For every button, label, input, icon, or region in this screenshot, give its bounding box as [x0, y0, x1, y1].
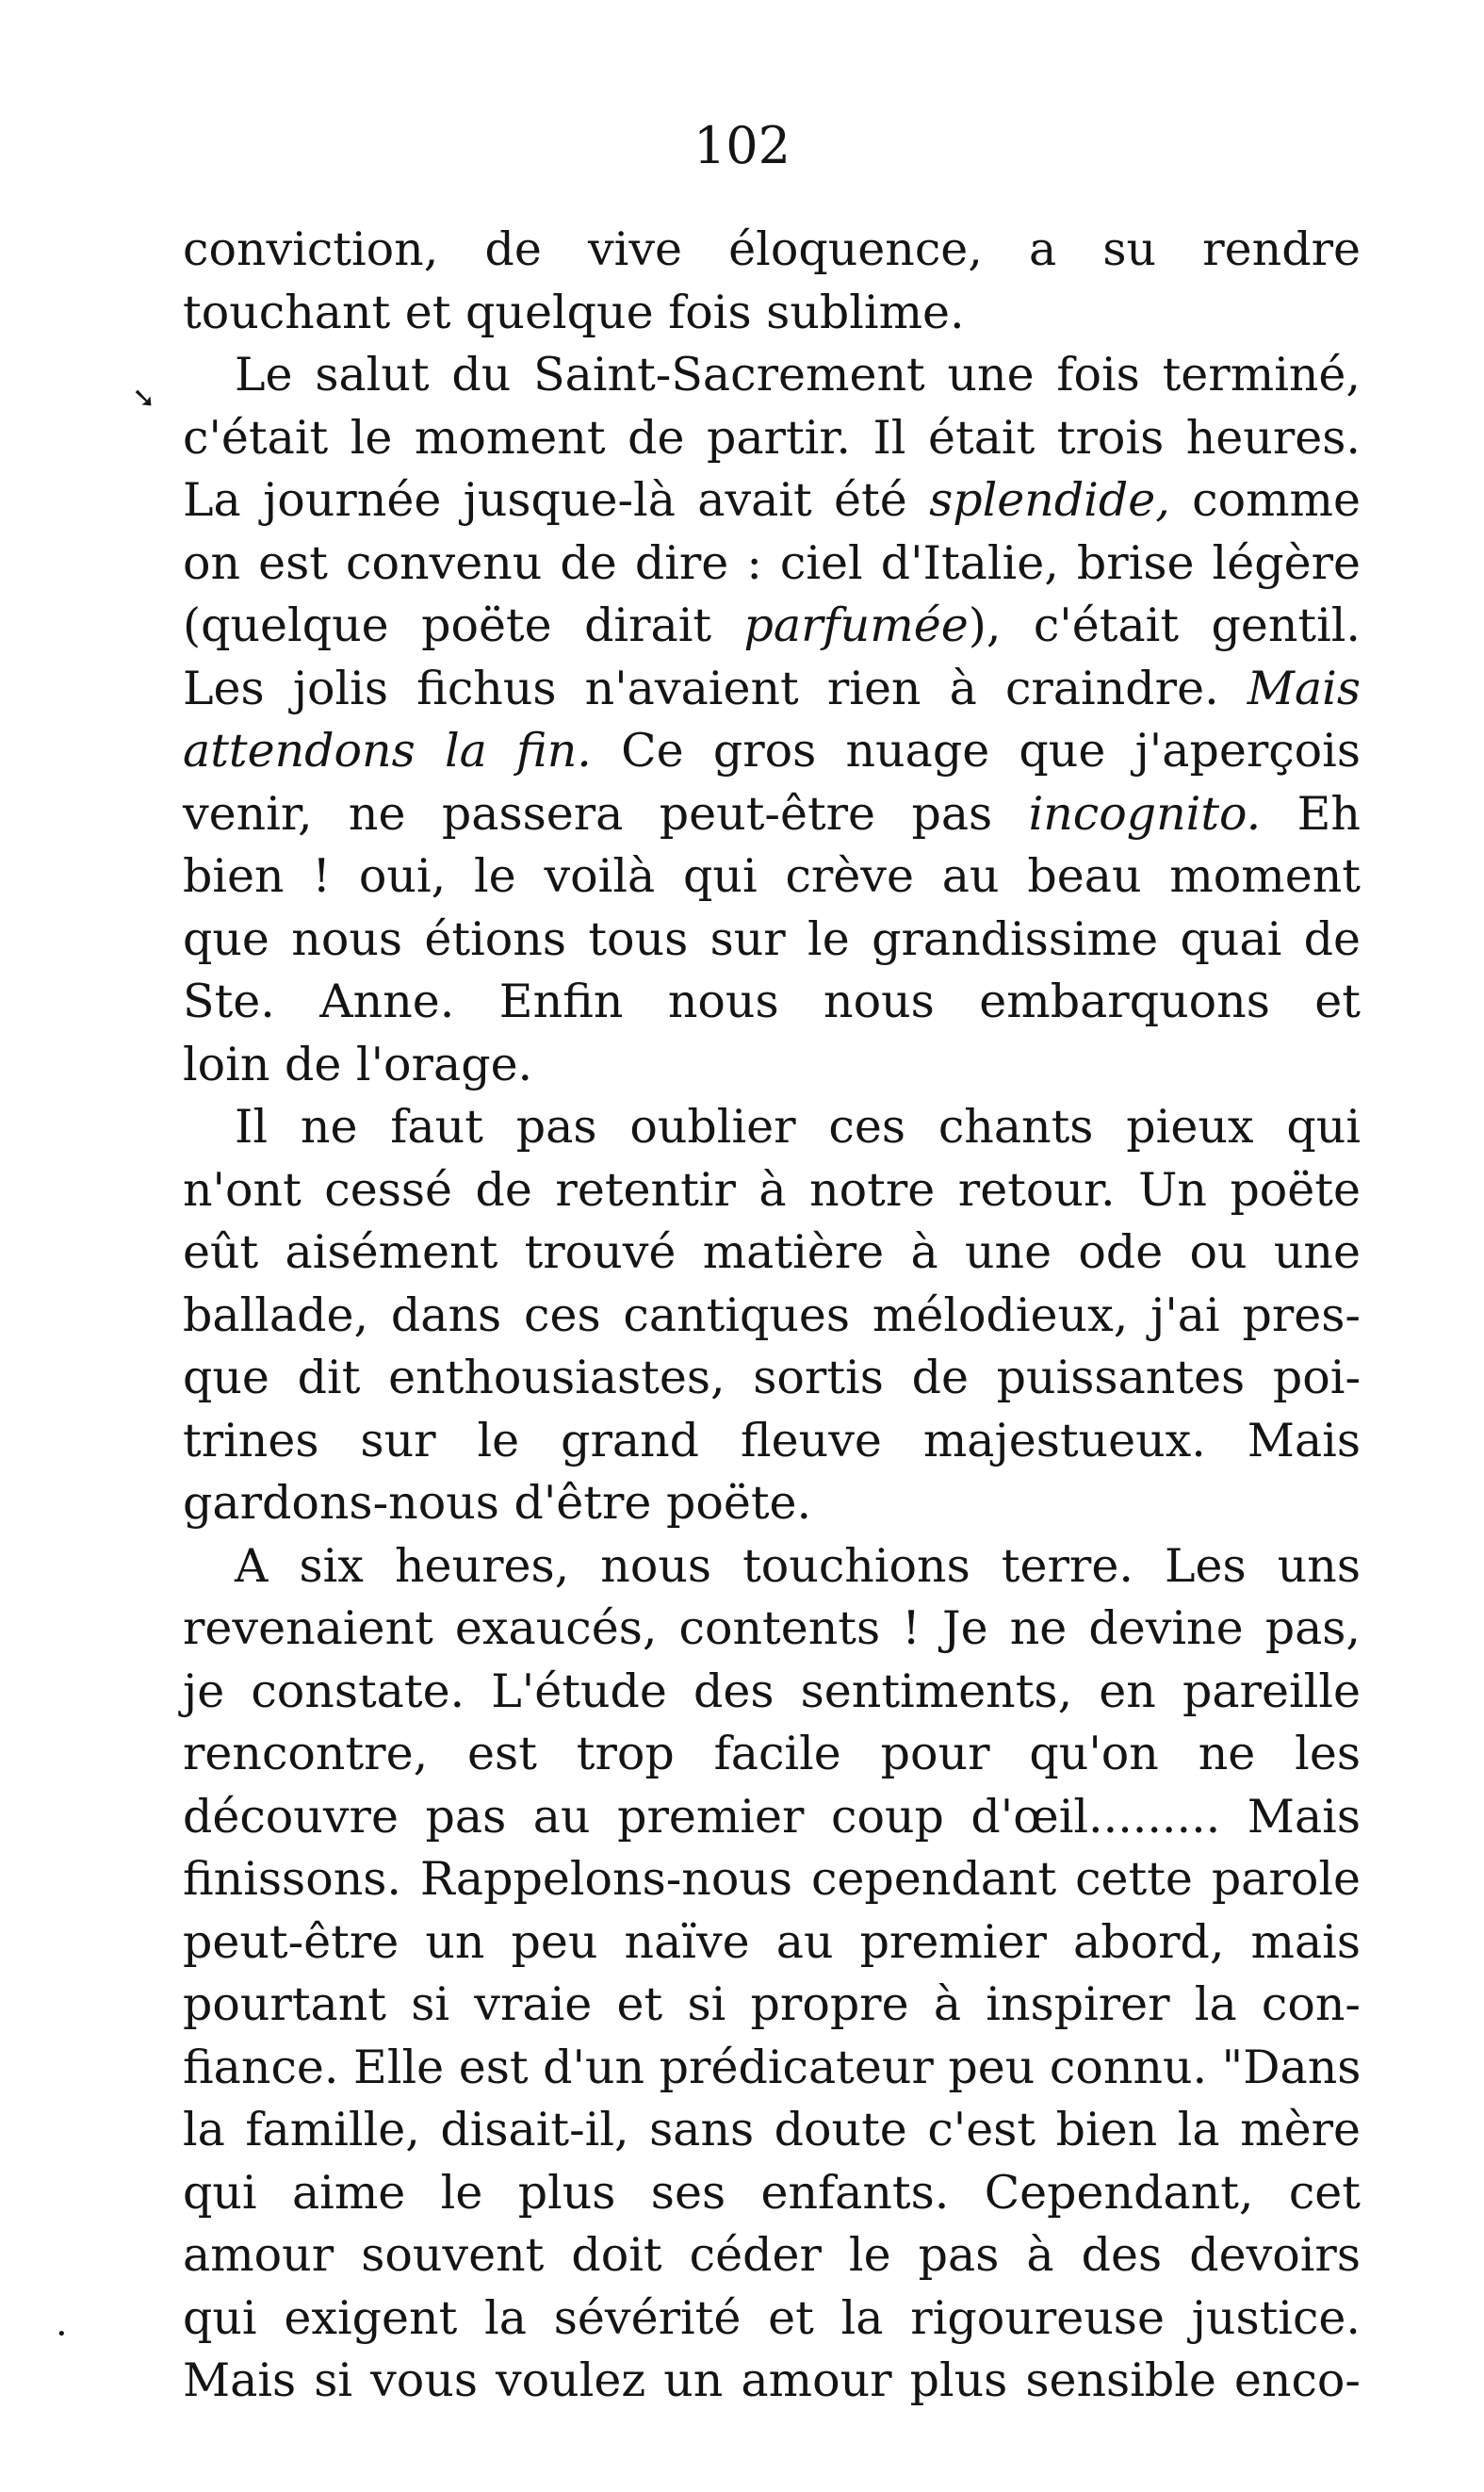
text-line: c'était le moment de partir. Il était trois heures.	[183, 410, 1361, 465]
text-line: pourtant si vraie et si propre à inspirer la con-	[183, 1977, 1361, 2031]
text-line: fiance. Elle est d'un prédicateur peu connu. "Dans	[183, 2040, 1362, 2094]
text-line: qui aime le plus ses enfants. Cependant, cet	[183, 2165, 1361, 2220]
text-line: qui exigent la sévérité et la rigoureuse justice.	[183, 2290, 1361, 2345]
text-line: peut-être un peu naïve au premier abord, mais	[183, 1914, 1361, 1969]
text-line: la famille, disait-il, sans doute c'est bien la mère	[183, 2103, 1361, 2156]
text-line: eût aisément trouvé matière à une ode ou une	[183, 1225, 1361, 1279]
text-line: Ste. Anne. Enfin nous nous embarquons et	[183, 975, 1361, 1028]
italic-phrase: incognito.	[1028, 786, 1262, 841]
text-line: Les jolis fichus n'avaient rien à craindre. Mais	[183, 661, 1361, 715]
text-line: amour souvent doit céder le pas à des devoirs	[183, 2228, 1361, 2282]
text-line: La journée jusque-là avait été splendide, comme	[183, 473, 1361, 527]
text-line: que dit enthousiastes, sortis de puissantes poi-	[183, 1351, 1361, 1404]
text-line: venir, ne passera peut-être pas incognito. Eh	[183, 786, 1361, 841]
text-line: bien ! oui, le voilà qui crève au beau moment	[183, 849, 1361, 903]
text-line: rencontre, est trop facile pour qu'on ne les	[183, 1727, 1361, 1780]
text-line: n'ont cessé de retentir à notre retour. Un poëte	[183, 1162, 1361, 1217]
text-line: Le salut du Saint-Sacrement une fois terminé,	[235, 348, 1361, 402]
text-line: touchant et quelque fois sublime.	[183, 285, 965, 339]
text-line: conviction, de vive éloquence, a su rendre	[183, 222, 1361, 276]
text-line: je constate. L'étude des sentiments, en pareille	[183, 1664, 1361, 1718]
text-line: A six heures, nous touchions terre. Les uns	[235, 1538, 1361, 1593]
italic-phrase: parfumée	[743, 598, 969, 652]
text-line: trines sur le grand fleuve majestueux. Mais	[183, 1413, 1361, 1467]
italic-phrase: Mais	[1247, 661, 1361, 715]
text-line: Mais si vous voulez un amour plus sensible enco-	[183, 2353, 1361, 2407]
text-line: que nous étions tous sur le grandissime quai de	[183, 911, 1361, 966]
text-line: (quelque poëte dirait parfumée), c'était gentil.	[183, 598, 1361, 652]
text-line: on est convenu de dire : ciel d'Italie, brise légère	[183, 535, 1361, 590]
margin-arrow-mark: ➘	[132, 382, 156, 415]
text-line: finissons. Rappelons-nous cependant cette parole	[183, 1852, 1361, 1906]
italic-phrase: attendons la fin.	[183, 724, 592, 778]
text-line: gardons-nous d'être poëte.	[183, 1476, 812, 1530]
italic-phrase: splendide,	[929, 473, 1170, 527]
text-line: Il ne faut pas oublier ces chants pieux qui	[235, 1100, 1361, 1154]
margin-dot-mark: •	[57, 2324, 67, 2344]
text-line: loin de l'orage.	[183, 1037, 533, 1091]
text-line: découvre pas au premier coup d'œil......... Mais	[183, 1789, 1361, 1844]
text-line: revenaient exaucés, contents ! Je ne devine pas,	[183, 1601, 1361, 1655]
text-line: attendons la fin. Ce gros nuage que j'aperçois	[183, 724, 1361, 778]
text-line: ballade, dans ces cantiques mélodieux, j'ai pres-	[183, 1287, 1361, 1342]
body-text	[183, 219, 1361, 2413]
page-number: 102	[693, 116, 791, 175]
